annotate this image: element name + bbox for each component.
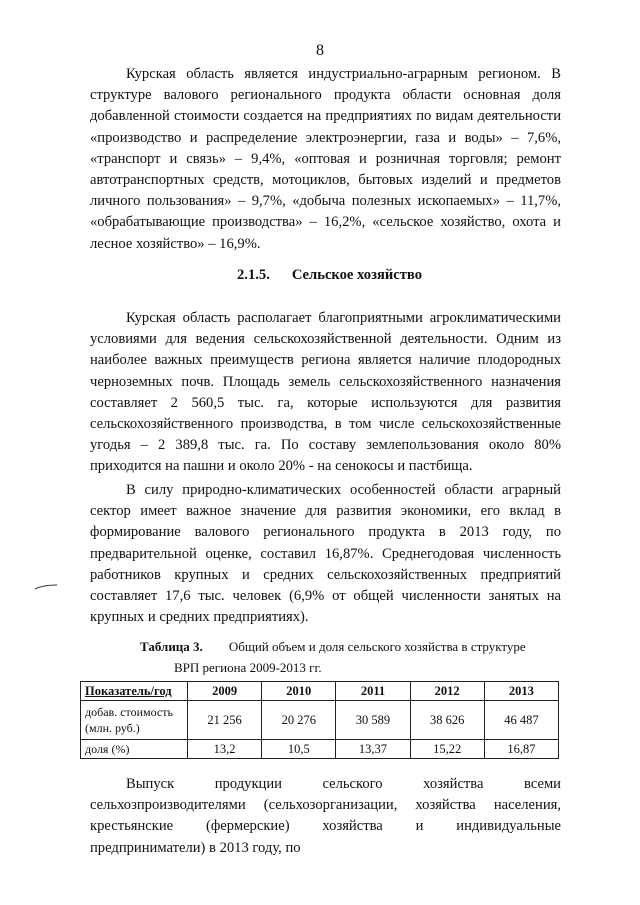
caption-title: Общий объем и доля сельского хозяйства в структуре [228,639,526,654]
table-cell: 46 487 [484,701,558,740]
paragraph-text: Курская область является индустриально-аграрным регионом. В структуре валового регионального продукта области основная доля добавленной стоимости создается на предприятиях по видам деятельности «производство и распределение электроэнергии, газа и воды» – 7,6%, «транспорт и связь» – 9,4%, «оптовая и розничная торговля; ремонт автотранспортных средств, мотоциклов, бытовых изделий и предметов личного пользования» – 9,7%, «добыча полезных ископаемых» – 11,7%, «обрабатывающие производства» – 16,2%, «сельское хозяйство, охота и лесное хозяйство» – 16,9%. [90,66,561,252]
table-cell: 16,87 [484,740,558,759]
row-label: доля (%) [81,740,188,759]
table-header-row [81,682,559,701]
paragraph-agroclimatic [90,308,561,478]
header-cell: 2012 [410,682,484,701]
row-label [81,701,188,740]
margin-pen-mark [34,583,58,591]
table-cell: 10,5 [262,740,336,759]
caption-line-1 [140,636,558,657]
section-number: 2.1.5. [237,267,270,283]
table-label: Таблица 3. [140,639,203,654]
table-cell: 20 276 [262,701,336,740]
table-cell: 30 589 [336,701,410,740]
table-caption [140,636,558,678]
table-cell: 13,37 [336,740,410,759]
page-number: 8 [316,42,324,59]
header-cell: 2011 [336,682,410,701]
table-cell: 21 256 [188,701,262,740]
table-cell: 15,22 [410,740,484,759]
header-cell: 2009 [188,682,262,701]
section-heading [237,267,422,284]
table-row [81,701,559,740]
table-cell: 13,2 [188,740,262,759]
row-label-line: (млн. руб.) [85,721,140,735]
header-cell: 2010 [262,682,336,701]
section-title: Сельское хозяйство [291,267,422,283]
caption-line-2: ВРП региона 2009-2013 гг. [174,660,322,675]
paragraph-agrarian-sector [90,480,561,628]
row-label-line: добав. стоимость [85,705,173,719]
paragraph-agri-output [90,774,561,859]
header-cell: Показатель/год [81,682,188,701]
header-cell: 2013 [484,682,558,701]
paragraph-industrial-agrarian [90,64,561,255]
table-row [81,740,559,759]
agriculture-share-table [80,681,559,759]
paragraph-text: Выпуск продукции сельского хозяйства всеми сельхозпроизводителями (сельхозорганизации, хозяйства населения, крестьянские (фермерские) хозяйства и индивидуальные предприниматели) в 2013 году, по [90,776,561,856]
table-cell: 38 626 [410,701,484,740]
paragraph-text: В силу природно-климатических особенностей области аграрный сектор имеет важное значение для развития экономики, его вклад в формирование валового регионального продукта в 2013 году, по предварительной оценке, составил 16,87%. Среднегодовая численность работников крупных и средних сельскохозяйственных предприятий составляет 17,6 тыс. человек (6,9% от общей численности занятых на крупных и средних предприятиях). [90,482,561,626]
paragraph-text: Курская область располагает благоприятными агроклиматическими условиями для ведения сельскохозяйственной деятельности. Одним из наиболее важных преимуществ региона является наличие плодородных черноземных почв. Площадь земель сельскохозяйственного назначения составляет 2 560,5 тыс. га, которые используются для развития сельскохозяйственного производства, в том числе сельскохозяйственные угодья – 2 389,8 тыс. га. По составу землепользования около 80% приходится на пашни и около 20% - на сенокосы и пастбища. [90,310,561,475]
